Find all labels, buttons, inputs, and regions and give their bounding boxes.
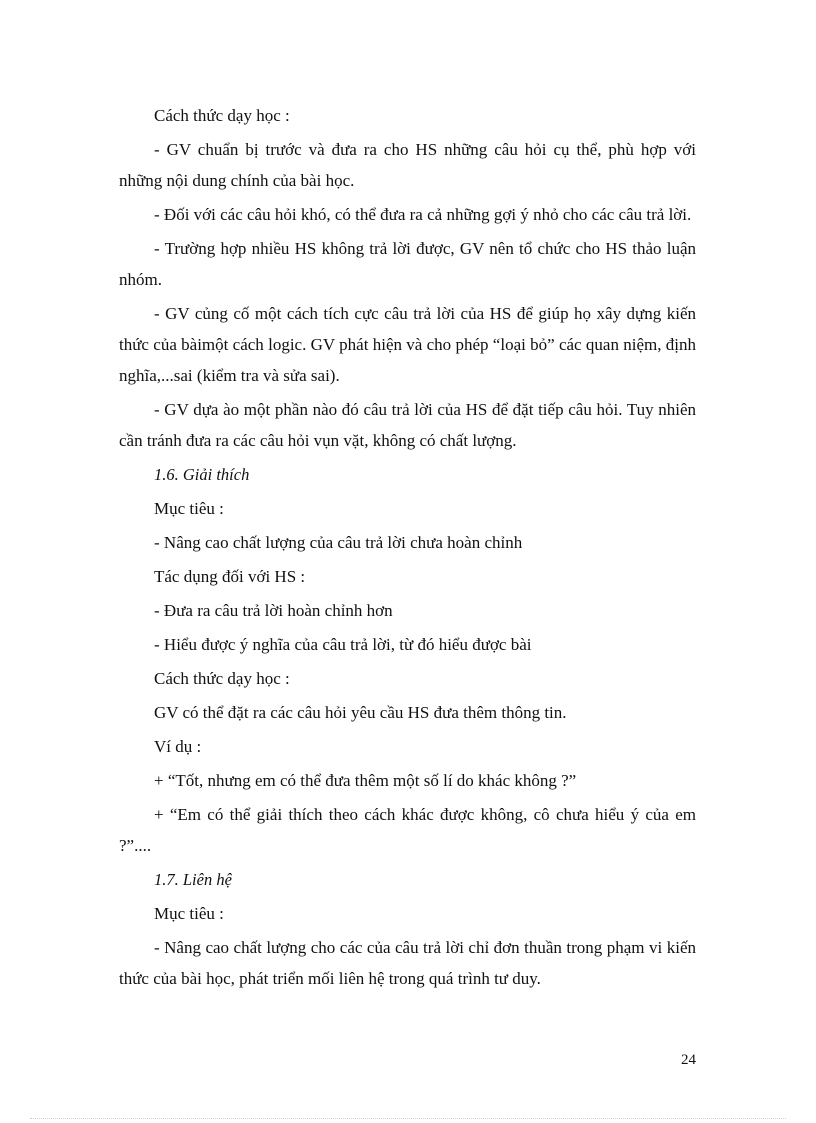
paragraph-example-1: + “Tốt, nhưng em có thể đưa thêm một số lí do khác không ?” — [154, 771, 577, 790]
paragraph-complete-answer: - Đưa ra câu trả lời hoàn chỉnh hơn — [154, 601, 393, 620]
paragraph-ask-more-info: GV có thể đặt ra các câu hỏi yêu cầu HS đưa thêm thông tin. — [154, 703, 567, 722]
paragraph-objective-label-1: Mục tiêu : — [154, 499, 224, 518]
paragraph-understand-meaning: - Hiểu được ý nghĩa của câu trả lời, từ đó hiểu được bài — [154, 635, 532, 654]
paragraph-prepare-questions: - GV chuẩn bị trước và đưa ra cho HS những câu hỏi cụ thể, phù hợp với những nội dung chính của bài học. — [119, 140, 696, 190]
paragraph-example-label: Ví dụ : — [154, 737, 202, 756]
paragraph-follow-up-questions: - GV dựa ào một phần nào đó câu trả lời của HS để đặt tiếp câu hỏi. Tuy nhiên cần tránh đưa ra các câu hỏi vụn vặt, không có chất lượng. — [119, 400, 696, 450]
page-number: 24 — [681, 1052, 696, 1068]
paragraph-teaching-method-2: Cách thức dạy học : — [154, 669, 290, 688]
paragraph-teaching-method-1: Cách thức dạy học : — [154, 106, 290, 125]
paragraph-effect-label: Tác dụng đối với HS : — [154, 567, 306, 586]
section-heading-1-6: 1.6. Giải thích — [154, 465, 250, 484]
paragraph-hard-questions: - Đối với các câu hỏi khó, có thể đưa ra cả những gợi ý nhỏ cho các câu trả lời. — [154, 205, 692, 224]
paragraph-example-2: + “Em có thể giải thích theo cách khác được không, cô chưa hiểu ý của em ?”.... — [119, 805, 696, 855]
paragraph-improve-answer: - Nâng cao chất lượng của câu trả lời chưa hoàn chỉnh — [154, 533, 523, 552]
paragraph-group-discussion: - Trường hợp nhiều HS không trả lời được, GV nên tổ chức cho HS thảo luận nhóm. — [119, 239, 696, 289]
section-heading-1-7: 1.7. Liên hệ — [154, 870, 232, 889]
page-content — [119, 100, 696, 997]
paragraph-consolidate-answers: - GV củng cố một cách tích cực câu trả lời của HS để giúp họ xây dựng kiến thức của bàimột cách logic. GV phát hiện và cho phép “loại bỏ” các quan niệm, định nghĩa,...sai (kiểm tra và sửa sai). — [119, 304, 696, 385]
page-bottom-divider — [30, 1118, 786, 1119]
paragraph-objective-label-2: Mục tiêu : — [154, 904, 224, 923]
paragraph-develop-connections: - Nâng cao chất lượng cho các của câu trả lời chỉ đơn thuần trong phạm vi kiến thức của bài học, phát triển mối liên hệ trong quá trình tư duy. — [119, 938, 696, 988]
